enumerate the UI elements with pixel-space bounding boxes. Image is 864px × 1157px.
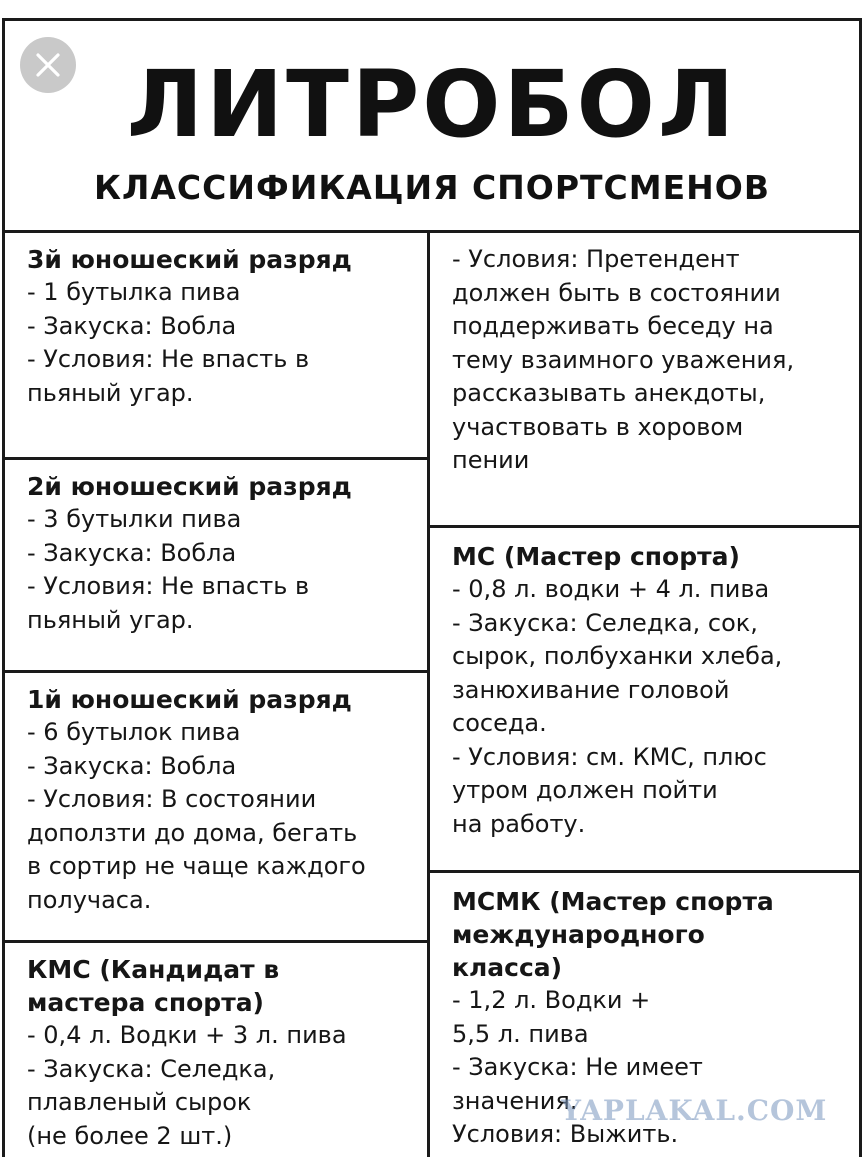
rank-card-kms: [5, 943, 427, 1157]
left-column: [5, 233, 430, 1157]
rank-title: 2й юношеский разряд: [27, 472, 352, 501]
rank-line: (не более 2 шт.): [27, 1121, 233, 1150]
rank-card-2nd-youth: [5, 460, 427, 673]
rank-line: должен быть в состоянии: [452, 278, 781, 307]
close-button[interactable]: [20, 37, 76, 93]
rank-line: - 3 бутылки пива: [27, 505, 242, 533]
rank-line: - 0,8 л. водки + 4 л. пива: [452, 575, 770, 603]
rank-title: КМС (Кандидат в: [27, 955, 280, 984]
rank-title: мастера спорта): [27, 988, 264, 1017]
rank-line: - Условия: Не впасть в: [27, 572, 310, 600]
rank-line: пьяный угар.: [27, 378, 194, 407]
poster-header: [5, 21, 859, 233]
rank-line: - Закуска: Селедка, сок,: [452, 608, 758, 637]
rank-line: - Закуска: Вобла: [27, 538, 237, 567]
rank-line: - Условия: см. КМС, плюс: [452, 742, 767, 771]
rank-line: в сортир не чаще каждого: [27, 852, 366, 880]
rank-line: занюхивание головой: [452, 675, 730, 704]
rank-line: пьяный угар.: [27, 605, 194, 634]
rank-line: сырок, полбуханки хлеба,: [452, 642, 783, 670]
rank-line: получаса.: [27, 885, 152, 914]
rank-title: 3й юношеский разряд: [27, 245, 352, 274]
rank-line: пении: [452, 446, 530, 474]
poster-frame: [2, 18, 862, 1157]
right-column: [430, 233, 859, 1157]
rank-line: утром должен пойти: [452, 776, 718, 804]
rank-line: 5,5 л. пива: [452, 1019, 589, 1048]
page-title: ЛИТРОБОЛ: [126, 51, 738, 158]
rank-line: доползти до дома, бегать: [27, 818, 358, 847]
rank-line: - Закуска: Вобла: [27, 311, 237, 340]
rank-line: - 1 бутылка пива: [27, 278, 241, 306]
rank-card-3rd-youth: [5, 233, 427, 460]
rank-line: - Условия: Не впасть в: [27, 345, 310, 373]
rank-line: рассказывать анекдоты,: [452, 379, 766, 407]
rank-card-kms-conditions: [430, 233, 859, 528]
rank-line: - Условия: В состоянии: [27, 785, 317, 813]
rank-line: - Закуска: Селедка,: [27, 1054, 276, 1083]
rank-title: 1й юношеский разряд: [27, 685, 352, 714]
rank-title: МСМК (Мастер спорта: [452, 887, 774, 916]
rank-card-ms: [430, 528, 859, 873]
rank-line: тему взаимного уважения,: [452, 345, 795, 374]
rank-line: - Закуска: Вобла: [27, 751, 237, 780]
rank-line: - 6 бутылок пива: [27, 718, 241, 746]
rank-line: на работу.: [452, 809, 586, 838]
rank-line: Условия: Выжить.: [452, 1120, 679, 1148]
rank-line: - 0,4 л. Водки + 3 л. пива: [27, 1021, 347, 1049]
rank-line: поддерживать беседу на: [452, 312, 774, 340]
rank-line: - Закуска: Не имеет: [452, 1053, 703, 1081]
rank-line: участвовать в хоровом: [452, 412, 744, 441]
rank-line: значения.: [452, 1086, 578, 1115]
rank-line: соседа.: [452, 709, 547, 737]
rank-line: - Условия: Претендент: [452, 245, 740, 273]
rank-title: класса): [452, 953, 563, 982]
watermark: YAPLAKAL.COM: [561, 1094, 828, 1127]
close-icon: [34, 51, 62, 79]
rank-card-1st-youth: [5, 673, 427, 943]
rank-title: МС (Мастер спорта): [452, 542, 740, 571]
rank-line: плавленый сырок: [27, 1088, 252, 1116]
page-subtitle: КЛАССИФИКАЦИЯ СПОРТСМЕНОВ: [94, 168, 770, 207]
rank-line: - 1,2 л. Водки +: [452, 986, 651, 1014]
rank-title: международного: [452, 920, 705, 949]
